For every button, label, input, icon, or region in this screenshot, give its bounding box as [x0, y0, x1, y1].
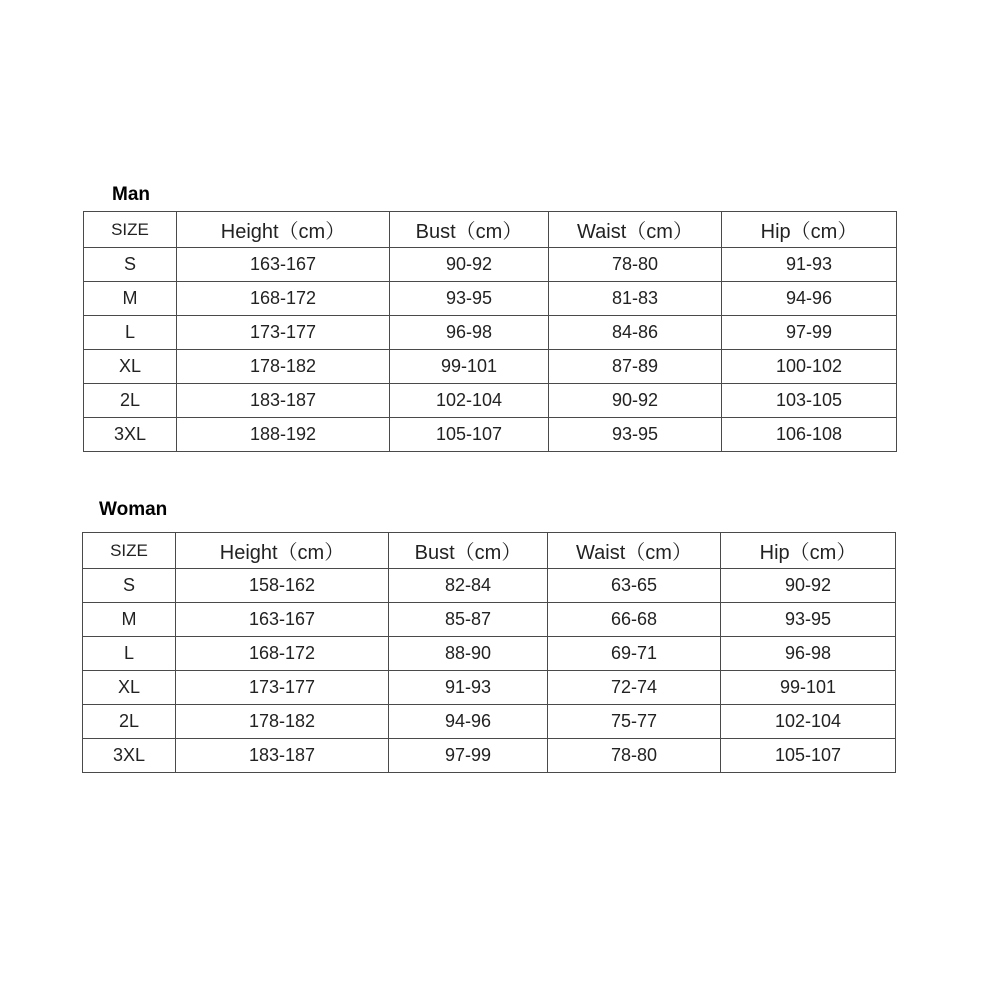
header-hip: Hip（cm）	[722, 212, 897, 248]
height-cell: 183-187	[176, 739, 389, 773]
size-cell: S	[84, 248, 177, 282]
size-cell: XL	[83, 671, 176, 705]
header-size: SIZE	[84, 212, 177, 248]
size-cell: 3XL	[83, 739, 176, 773]
man-size-table	[83, 211, 897, 452]
size-cell: M	[83, 603, 176, 637]
size-cell: L	[83, 637, 176, 671]
height-cell: 188-192	[177, 418, 390, 452]
header-size: SIZE	[83, 533, 176, 569]
header-waist: Waist（cm）	[549, 212, 722, 248]
header-height: Height（cm）	[176, 533, 389, 569]
size-cell: M	[84, 282, 177, 316]
size-cell: S	[83, 569, 176, 603]
bust-cell: 99-101	[390, 350, 549, 384]
bust-cell: 102-104	[390, 384, 549, 418]
height-cell: 168-172	[176, 637, 389, 671]
table-row	[84, 316, 897, 350]
height-cell: 173-177	[177, 316, 390, 350]
bust-cell: 85-87	[389, 603, 548, 637]
waist-cell: 69-71	[548, 637, 721, 671]
hip-cell: 105-107	[721, 739, 896, 773]
hip-cell: 99-101	[721, 671, 896, 705]
height-cell: 183-187	[177, 384, 390, 418]
hip-cell: 90-92	[721, 569, 896, 603]
header-hip: Hip（cm）	[721, 533, 896, 569]
table-row	[83, 705, 896, 739]
table-row	[84, 418, 897, 452]
waist-cell: 78-80	[549, 248, 722, 282]
size-cell: L	[84, 316, 177, 350]
waist-cell: 78-80	[548, 739, 721, 773]
waist-cell: 75-77	[548, 705, 721, 739]
height-cell: 178-182	[176, 705, 389, 739]
bust-cell: 91-93	[389, 671, 548, 705]
waist-cell: 90-92	[549, 384, 722, 418]
hip-cell: 103-105	[722, 384, 897, 418]
bust-cell: 93-95	[390, 282, 549, 316]
height-cell: 158-162	[176, 569, 389, 603]
hip-cell: 97-99	[722, 316, 897, 350]
size-cell: 2L	[84, 384, 177, 418]
bust-cell: 94-96	[389, 705, 548, 739]
table-row	[84, 350, 897, 384]
bust-cell: 90-92	[390, 248, 549, 282]
hip-cell: 91-93	[722, 248, 897, 282]
bust-cell: 96-98	[390, 316, 549, 350]
table-row	[83, 739, 896, 773]
header-bust: Bust（cm）	[390, 212, 549, 248]
height-cell: 168-172	[177, 282, 390, 316]
size-cell: 2L	[83, 705, 176, 739]
height-cell: 178-182	[177, 350, 390, 384]
waist-cell: 66-68	[548, 603, 721, 637]
bust-cell: 97-99	[389, 739, 548, 773]
hip-cell: 96-98	[721, 637, 896, 671]
hip-cell: 93-95	[721, 603, 896, 637]
size-cell: XL	[84, 350, 177, 384]
waist-cell: 63-65	[548, 569, 721, 603]
waist-cell: 72-74	[548, 671, 721, 705]
table-row	[83, 671, 896, 705]
header-bust: Bust（cm）	[389, 533, 548, 569]
hip-cell: 106-108	[722, 418, 897, 452]
bust-cell: 105-107	[390, 418, 549, 452]
table-row	[84, 384, 897, 418]
bust-cell: 88-90	[389, 637, 548, 671]
hip-cell: 102-104	[721, 705, 896, 739]
waist-cell: 87-89	[549, 350, 722, 384]
woman-section-title: Woman	[99, 499, 168, 520]
height-cell: 163-167	[176, 603, 389, 637]
table-row	[83, 637, 896, 671]
header-waist: Waist（cm）	[548, 533, 721, 569]
table-row	[84, 248, 897, 282]
table-row	[83, 569, 896, 603]
waist-cell: 93-95	[549, 418, 722, 452]
bust-cell: 82-84	[389, 569, 548, 603]
woman-size-table	[82, 532, 896, 773]
height-cell: 163-167	[177, 248, 390, 282]
table-row	[83, 603, 896, 637]
header-height: Height（cm）	[177, 212, 390, 248]
waist-cell: 84-86	[549, 316, 722, 350]
man-section-title: Man	[112, 184, 150, 205]
hip-cell: 100-102	[722, 350, 897, 384]
size-cell: 3XL	[84, 418, 177, 452]
table-header-row	[83, 533, 896, 569]
hip-cell: 94-96	[722, 282, 897, 316]
height-cell: 173-177	[176, 671, 389, 705]
waist-cell: 81-83	[549, 282, 722, 316]
table-header-row	[84, 212, 897, 248]
table-row	[84, 282, 897, 316]
